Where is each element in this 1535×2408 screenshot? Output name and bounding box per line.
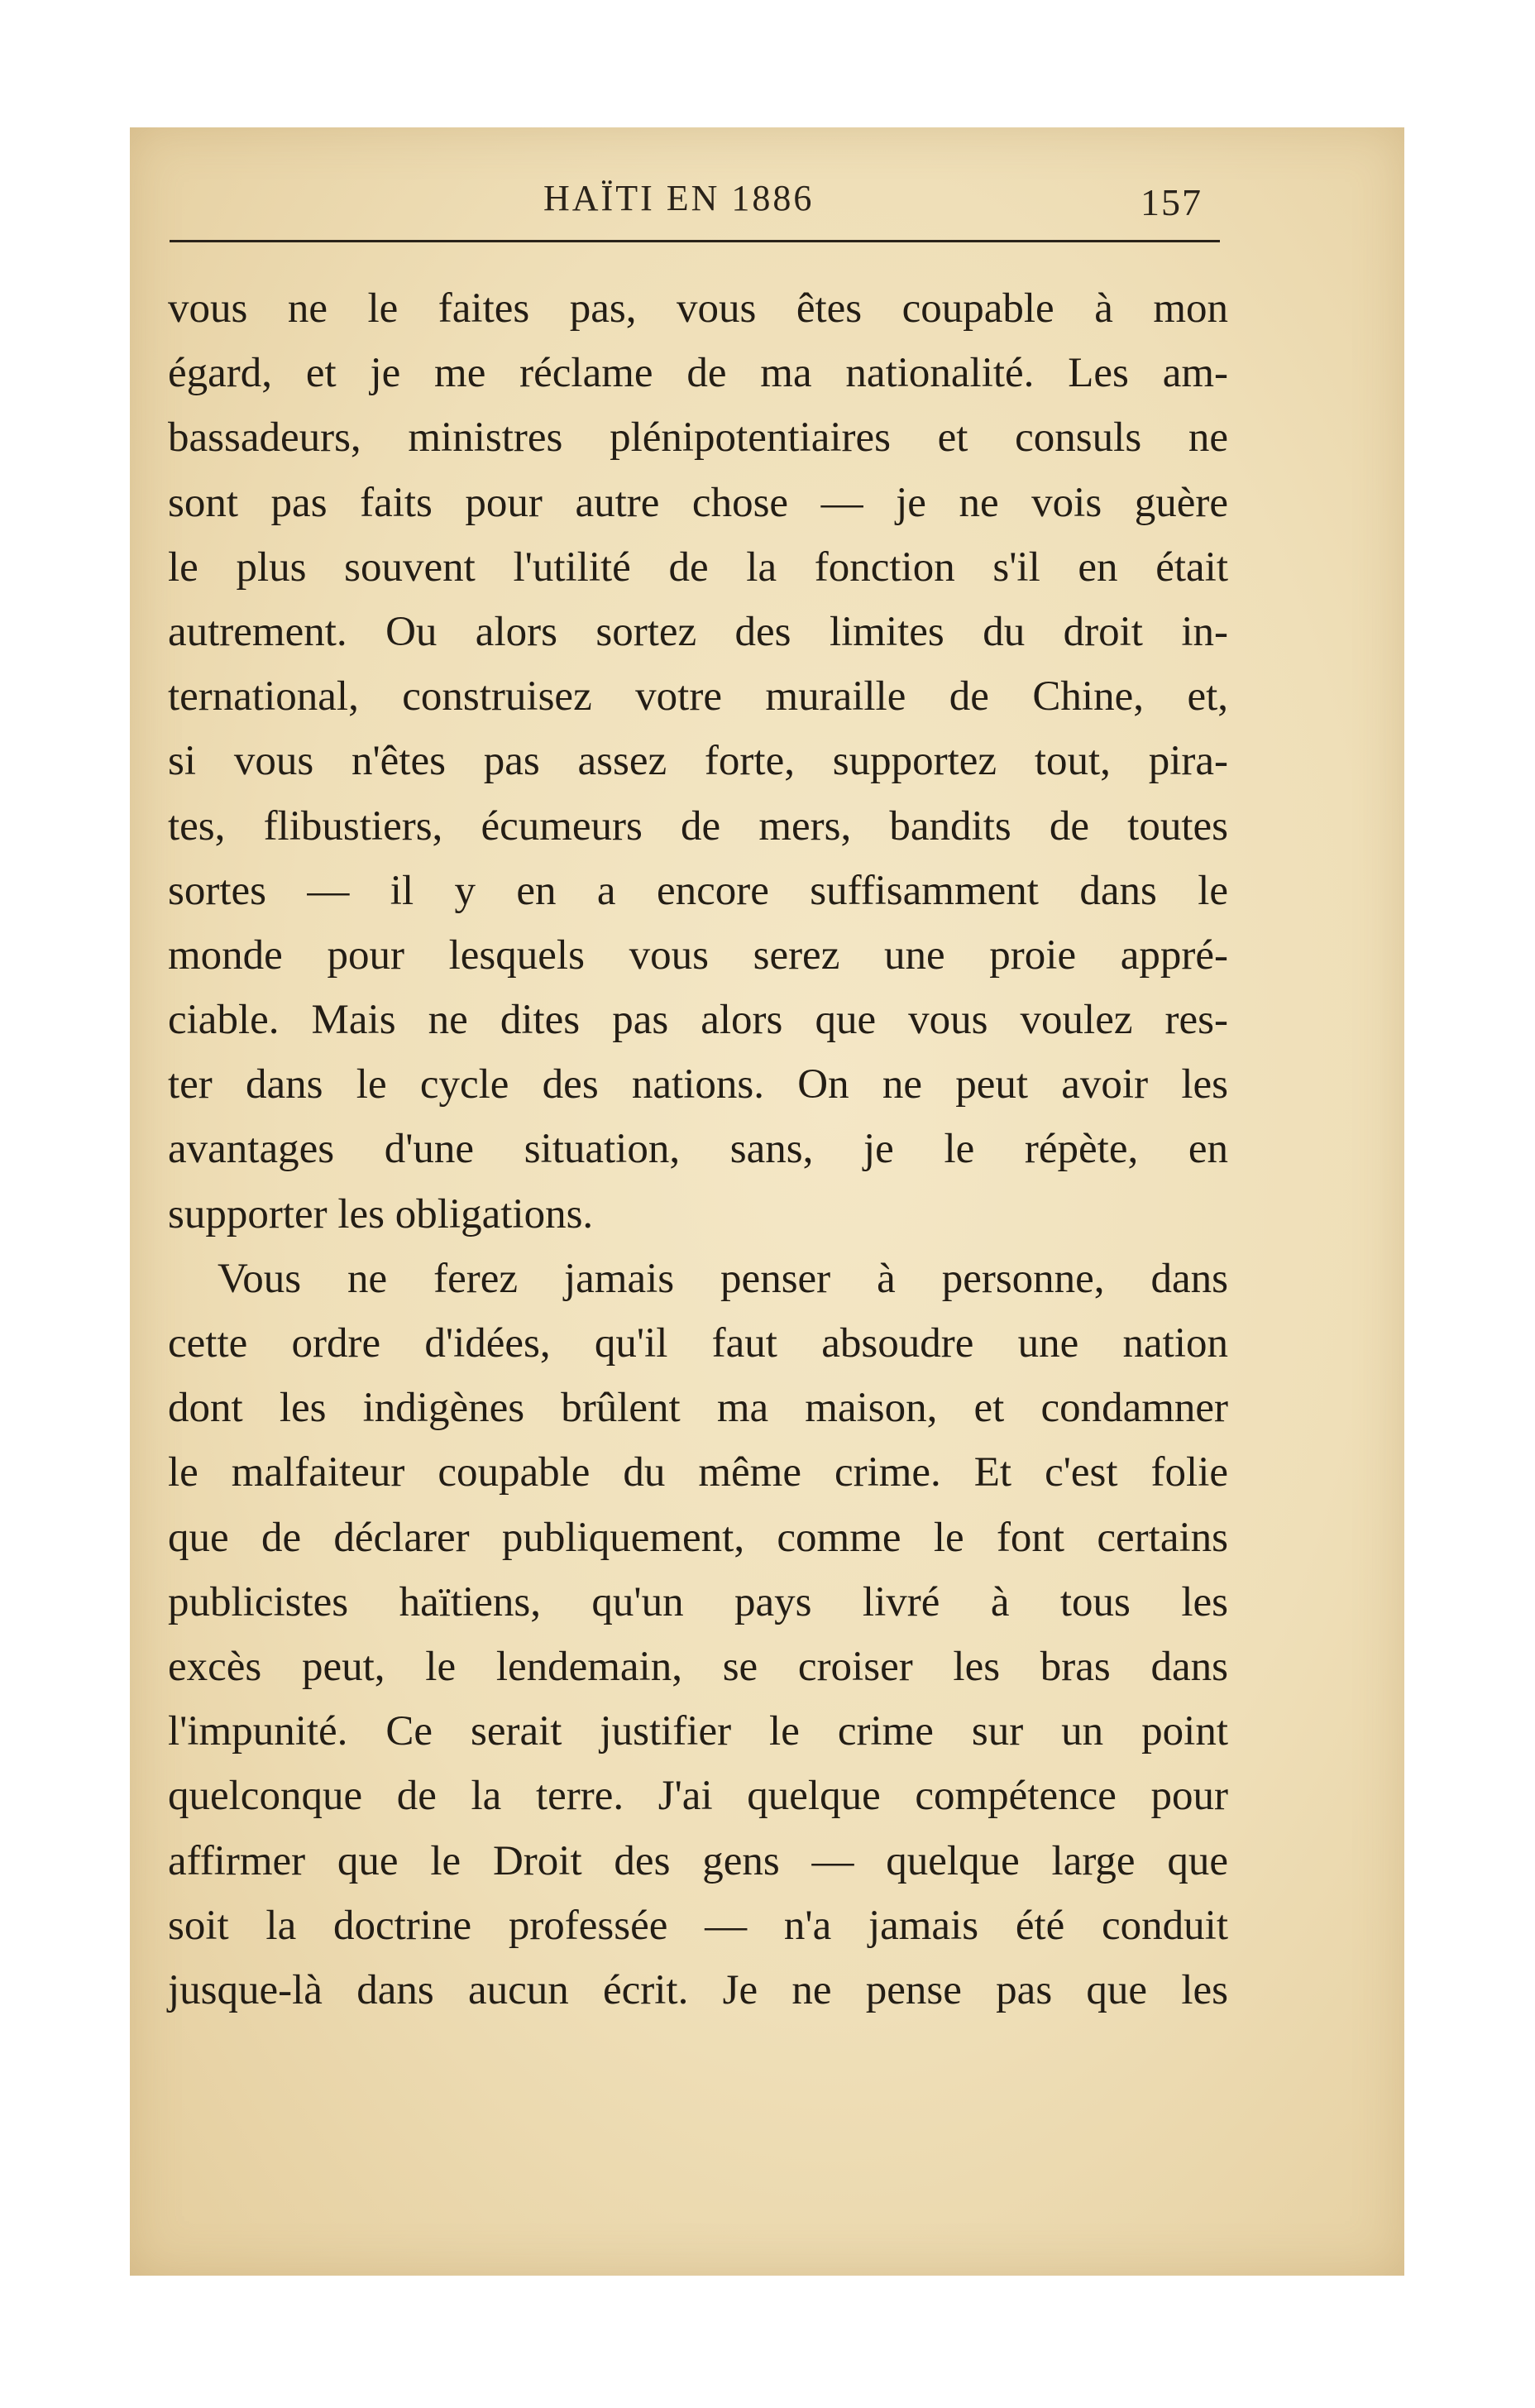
text-line: dont les indigènes brûlent ma maison, et condamner: [168, 1385, 1228, 1432]
book-page: [130, 127, 1404, 2276]
text-line: affirmer que le Droit des gens — quelque large que: [168, 1837, 1228, 1884]
text-line: sont pas faits pour autre chose — je ne vois guère: [168, 479, 1228, 526]
text-line: sortes — il y en a encore suffisamment dans le: [168, 867, 1228, 914]
text-line: cette ordre d'idées, qu'il faut absoudre une nation: [168, 1320, 1228, 1367]
text-line: égard, et je me réclame de ma nationalité. Les am-: [168, 350, 1228, 397]
text-line: ciable. Mais ne dites pas alors que vous voulez res-: [168, 997, 1228, 1044]
page-number: 157: [1140, 181, 1203, 223]
text-line: que de déclarer publiquement, comme le font certains: [168, 1514, 1228, 1561]
text-line: le malfaiteur coupable du même crime. Et c'est folie: [168, 1449, 1228, 1496]
text-line: jusque-là dans aucun écrit. Je ne pense pas que les: [168, 1966, 1228, 2013]
text-line: ter dans le cycle des nations. On ne peut avoir les: [168, 1061, 1228, 1108]
text-line: publicistes haïtiens, qu'un pays livré à tous les: [168, 1578, 1228, 1625]
paragraph-end-line: supporter les obligations.: [168, 1190, 594, 1238]
text-line: si vous n'êtes pas assez forte, supportez tout, pira-: [168, 738, 1228, 785]
paragraph-start-line: Vous ne ferez jamais penser à personne, dans: [218, 1255, 1228, 1302]
body-text: [168, 276, 1228, 2023]
text-line: excès peut, le lendemain, se croiser les bras dans: [168, 1643, 1228, 1690]
text-line: tes, flibustiers, écumeurs de mers, bandits de toutes: [168, 802, 1228, 850]
text-line: l'impunité. Ce serait justifier le crime sur un point: [168, 1708, 1228, 1755]
text-line: autrement. Ou alors sortez des limites du droit in-: [168, 608, 1228, 655]
header-rule: [170, 240, 1220, 242]
running-title: HAÏTI EN 1886: [543, 178, 815, 218]
text-line: le plus souvent l'utilité de la fonction s'il en était: [168, 543, 1228, 591]
running-head: [130, 177, 1404, 227]
text-line: vous ne le faites pas, vous êtes coupable à mon: [168, 285, 1228, 332]
text-line: bassadeurs, ministres plénipotentiaires et consuls ne: [168, 414, 1228, 462]
text-line: monde pour lesquels vous serez une proie appré-: [168, 931, 1228, 979]
text-line: quelconque de la terre. J'ai quelque compétence pour: [168, 1773, 1228, 1820]
text-line: soit la doctrine professée — n'a jamais été conduit: [168, 1902, 1228, 1949]
text-line: ternational, construisez votre muraille de Chine, et,: [168, 673, 1228, 720]
text-line: avantages d'une situation, sans, je le répète, en: [168, 1126, 1228, 1173]
